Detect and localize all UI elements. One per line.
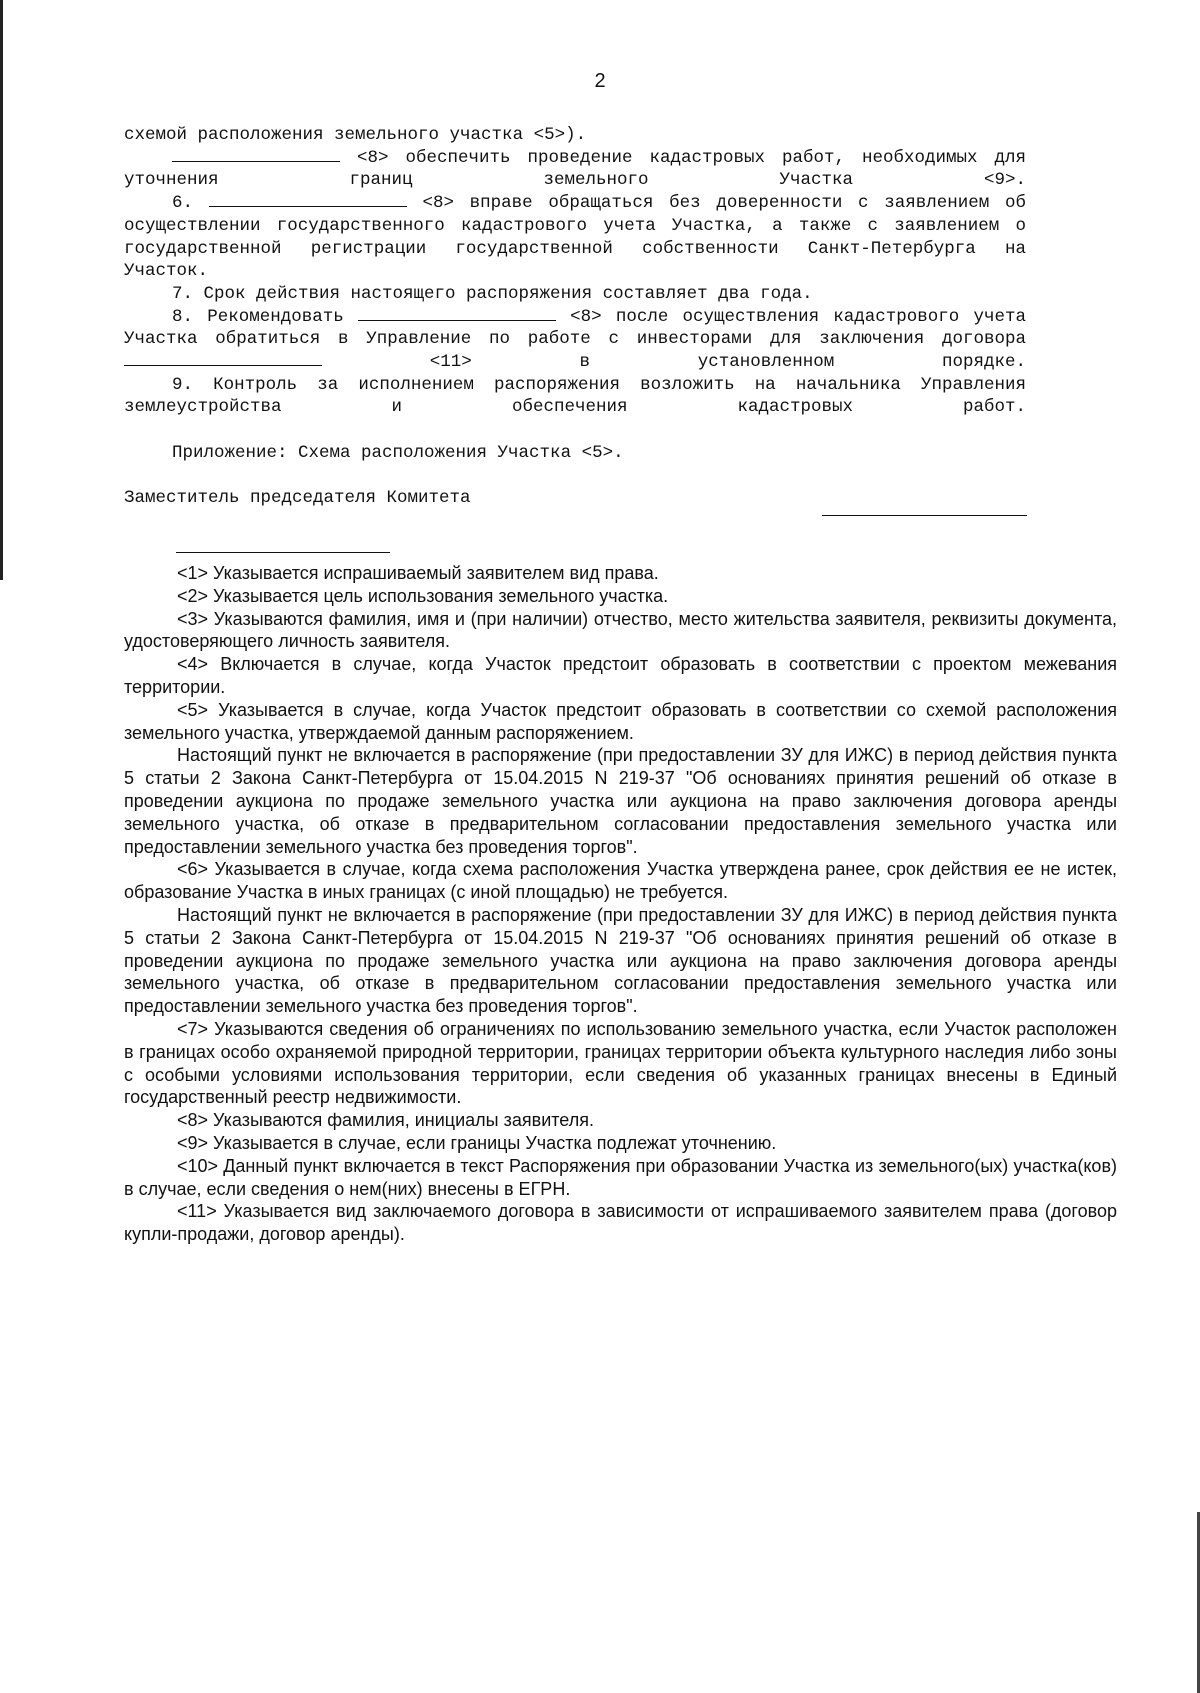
footnote-2: <2> Указывается цель использования земельного участка. <box>177 585 669 606</box>
footnote-8: <8> Указываются фамилия, инициалы заявителя. <box>177 1110 594 1131</box>
applicant-blank <box>209 192 407 207</box>
footnote-1: <1> Указывается испрашиваемый заявителем вид права. <box>177 563 659 583</box>
footnote-5: <5> Указывается в случае, когда Участок предстоит образовать в соответствии со схемой расположения земельного участка, утверждаемой данным распоряжением. <box>124 699 1117 743</box>
order-body <box>124 124 1026 510</box>
signatory-title: Заместитель председателя Комитета <box>124 488 471 509</box>
signature-line <box>822 515 1027 516</box>
paragraph-6: 6. <8> вправе обращаться без доверенности с заявлением об осуществлении государственного кадастрового учета Участка, а также с заявлением о государственной регистрации государственной собственности Санкт-Петербурга на Участок. <box>124 193 1026 282</box>
footnote-11: <11> Указывается вид заключаемого договора в зависимости от испрашиваемого заявителем права (договор купли-продажи, договор аренды). <box>124 1201 1117 1245</box>
footnote-7: <7> Указываются сведения об ограничениях по использованию земельного участка, если Участок расположен в границах особо охраняемой природной территории, границах территории объекта культурного наследия либо зоны с особыми условиями использования территории, если сведения об указанных границах внесены в Единый государственный реестр недвижимости. <box>124 1018 1117 1108</box>
footnote-5-note: Настоящий пункт не включается в распоряжение (при предоставлении ЗУ для ИЖС) в период действия пункта 5 статьи 2 Закона Санкт-Петербурга от 15.04.2015 N 219-37 "Об основаниях принятия решений об отказе в проведении аукциона по продаже земельного участка или аукциона на право заключения договора аренды земельного участка, об отказе в предварительном согласовании предоставления земельного участка или предоставлении земельного участка без проведения торгов". <box>124 745 1117 857</box>
body-line-1: схемой расположения земельного участка <5>). <box>124 125 587 145</box>
footnote-9: <9> Указывается в случае, если границы Участка подлежат уточнению. <box>177 1132 777 1153</box>
contract-type-blank <box>124 351 322 366</box>
footnote-3: <3> Указываются фамилия, имя и (при наличии) отчество, место жительства заявителя, реквизиты документа, удостоверяющего личность заявителя. <box>124 608 1117 652</box>
footnote-6-note: Настоящий пункт не включается в распоряжение (при предоставлении ЗУ для ИЖС) в период действия пункта 5 статьи 2 Закона Санкт-Петербурга от 15.04.2015 N 219-37 "Об основаниях принятия решений об отказе в проведении аукциона по продаже земельного участка или аукциона на право заключения договора аренды земельного участка, об отказе в предварительном согласовании предоставления земельного участка или предоставлении земельного участка без проведения торгов". <box>124 904 1117 1017</box>
page-number: 2 <box>594 70 606 92</box>
footnote-separator <box>176 552 390 553</box>
paragraph-8: 8. Рекомендовать <8> после осуществления кадастрового учета Участка обратиться в Управление по работе с инвесторами для заключения договора <11> в установленном порядке. <box>124 306 1026 373</box>
applicant-blank <box>172 147 340 162</box>
attachment-line: Приложение: Схема расположения Участка <5>. <box>172 442 624 463</box>
footnotes <box>124 562 1117 1246</box>
footnote-6: <6> Указывается в случае, когда схема расположения Участка утверждена ранее, срок действия ее не истек, образование Участка в иных границах (с иной площадью) не требуется. <box>124 859 1117 903</box>
footnote-4: <4> Включается в случае, когда Участок предстоит образовать в соответствии с проектом межевания территории. <box>124 654 1117 697</box>
paragraph-7: 7. Срок действия настоящего распоряжения составляет два года. <box>172 283 813 304</box>
paragraph-9: 9. Контроль за исполнением распоряжения возложить на начальника Управления землеустройства и обеспечения кадастровых работ. <box>124 374 1026 418</box>
applicant-blank <box>358 306 556 321</box>
paragraph-cadastral-works: <8> обеспечить проведение кадастровых работ, необходимых для уточнения границ земельного Участка <9>. <box>124 147 1026 191</box>
footnote-10: <10> Данный пункт включается в текст Распоряжения при образовании Участка из земельного(ых) участка(ков) в случае, если сведения о нем(них) внесены в ЕГРН. <box>124 1155 1117 1199</box>
